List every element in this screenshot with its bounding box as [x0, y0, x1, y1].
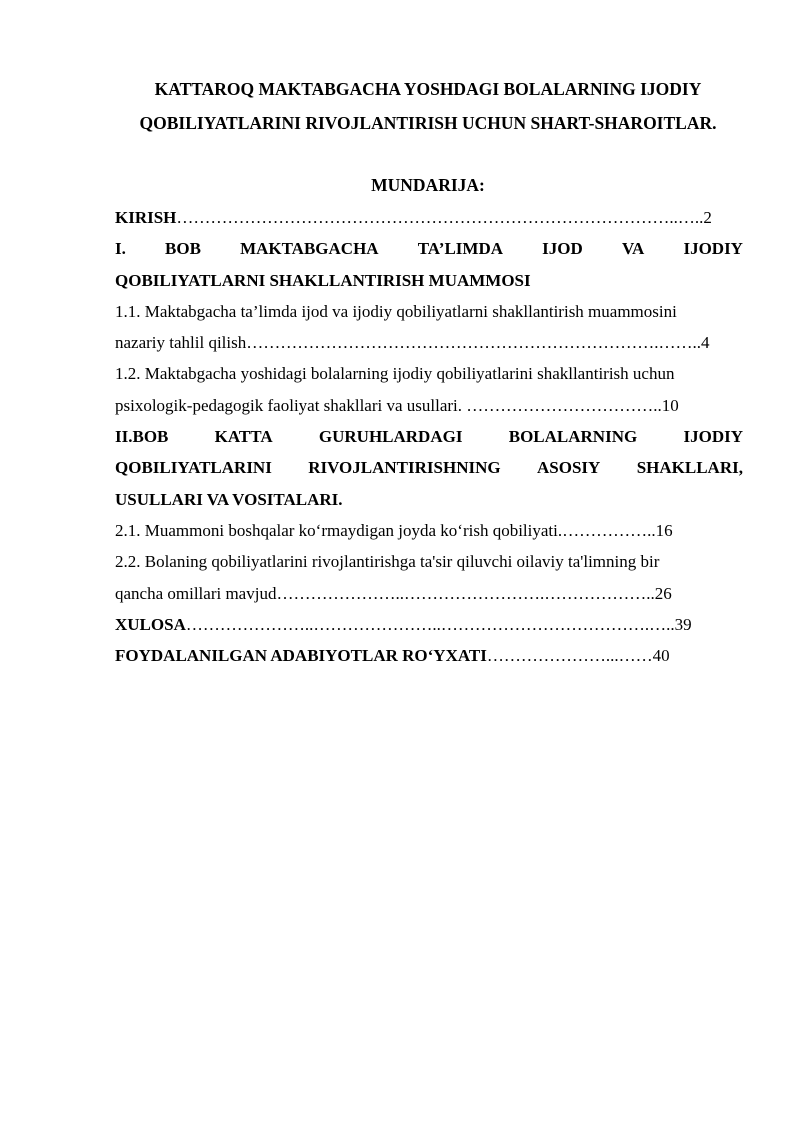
chapter-word: VA — [621, 239, 645, 259]
toc-chapter-2-line-1 — [115, 421, 743, 452]
chapter-word: I. — [115, 239, 126, 259]
title-line-1: KATTAROQ MAKTABGACHA YOSHDAGI BOLALARNING IJODIY — [154, 79, 702, 99]
toc-entry-label: psixologik-pedagogik faoliyat shakllari va usullari. — [115, 395, 467, 415]
toc-section-1-2-line-1: 1.2. Maktabgacha yoshidagi bolalarning ijodiy qobiliyatlarini shakllantirish uchun — [115, 364, 675, 384]
toc-section-2-1 — [115, 515, 743, 546]
chapter-word: BOB — [165, 239, 201, 259]
toc-entry-label: qancha omillari mavjud — [115, 583, 277, 603]
toc-leader-dots: …………………..…………………..……………………………….….. — [185, 614, 675, 634]
toc-leader-dots: …………………………….. — [466, 395, 662, 415]
toc-chapter-1-line-2: QOBILIYATLARNI SHAKLLANTIRISH MUAMMOSI — [115, 270, 531, 290]
document-title — [100, 72, 756, 140]
toc-page-number: 4 — [701, 333, 710, 353]
toc-section-2-2-line-2 — [115, 578, 743, 609]
chapter-word: IJODIY — [683, 427, 743, 447]
toc-section-1-1-line-1: 1.1. Maktabgacha ta’limda ijod va ijodiy qobiliyatlarni shakllantirish muammosini — [115, 301, 677, 321]
toc-entry-bibliography — [115, 640, 743, 671]
chapter-word: RIVOJLANTIRISHNING — [308, 458, 501, 478]
chapter-word: IJODIY — [683, 239, 743, 259]
toc-entry-label: 2.1. Muammoni boshqalar koʻrmaydigan joyda koʻrish qobiliyati — [115, 520, 558, 540]
chapter-word: ASOSIY — [536, 458, 601, 478]
toc-leader-dots: .…………….. — [557, 520, 656, 540]
toc-entry-label: KIRISH — [115, 208, 177, 227]
chapter-word: BOLALARNING — [508, 427, 638, 447]
toc-leader-dots: …………………..…………………….……………….. — [276, 583, 655, 603]
toc-entry-label: FOYDALANILGAN ADABIYOTLAR ROʻYXATI — [115, 646, 487, 666]
chapter-word: IJOD — [542, 239, 583, 259]
toc-chapter-2-line-2 — [115, 452, 743, 483]
table-of-contents — [115, 202, 743, 671]
chapter-word: MAKTABGACHA — [240, 239, 379, 259]
chapter-word: KATTA — [214, 427, 273, 447]
toc-page-number: 39 — [674, 614, 692, 634]
chapter-word: GURUHLARDAGI — [318, 427, 463, 447]
toc-entry-xulosa — [115, 609, 743, 640]
toc-page-number: 26 — [654, 583, 672, 603]
toc-entry-label: XULOSA — [115, 614, 186, 634]
toc-heading: MUNDARIJA: — [371, 175, 485, 195]
toc-leader-dots: ……………………………………………………………….…….. — [246, 333, 701, 353]
toc-page-number: 40 — [652, 646, 670, 666]
toc-section-2-2-line-1: 2.2. Bolaning qobiliyatlarini rivojlantirishga ta'sir qiluvchi oilaviy ta'limning bir — [115, 552, 660, 572]
toc-section-1-2-line-2 — [115, 390, 743, 421]
chapter-word: SHAKLLARI, — [636, 458, 743, 478]
toc-chapter-1-line-1 — [115, 233, 743, 264]
toc-section-1-1-line-2 — [115, 327, 743, 358]
title-line-2: QOBILIYATLARINI RIVOJLANTIRISH UCHUN SHART-SHAROITLAR. — [139, 113, 717, 133]
toc-entry-label: nazariy tahlil qilish — [115, 333, 247, 353]
toc-leader-dots: ……………………………………………………………………………..….. — [176, 208, 704, 227]
chapter-word: QOBILIYATLARINI — [115, 458, 272, 478]
toc-page-number: 2 — [703, 208, 712, 227]
toc-chapter-2-line-3: USULLARI VA VOSITALARI. — [115, 489, 343, 509]
chapter-word: II.BOB — [115, 427, 169, 447]
toc-leader-dots: …………………...…… — [486, 646, 653, 666]
toc-entry-kirish — [115, 202, 743, 233]
chapter-word: TA’LIMDA — [417, 239, 504, 259]
toc-page-number: 10 — [661, 395, 679, 415]
toc-page-number: 16 — [655, 520, 673, 540]
